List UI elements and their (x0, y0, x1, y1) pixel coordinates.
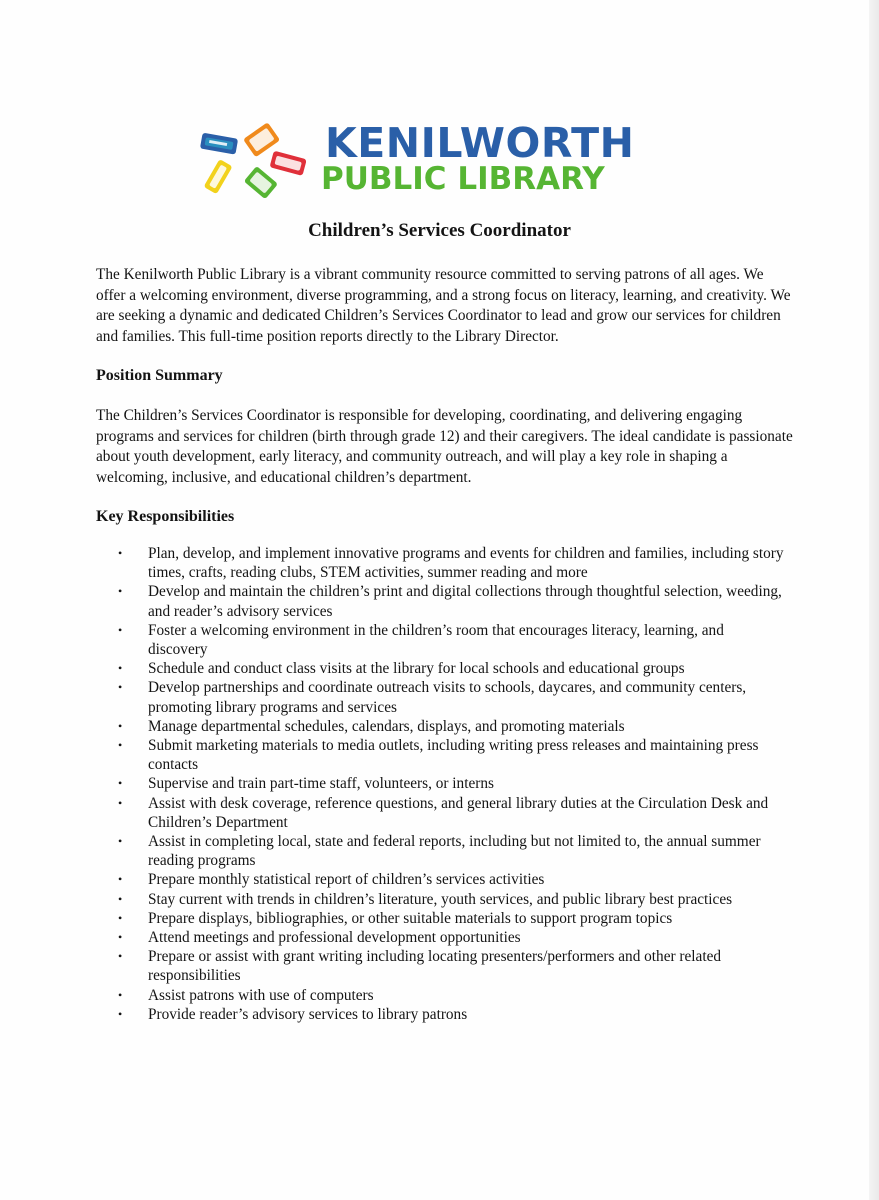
position-summary-heading: Position Summary (96, 367, 223, 384)
list-item (96, 870, 786, 889)
list-item (96, 736, 786, 774)
list-item (96, 1005, 786, 1024)
page-edge-shadow (869, 0, 879, 1200)
responsibilities-list (96, 544, 786, 1024)
list-item (96, 986, 786, 1005)
list-item-text: Submit marketing materials to media outlets, including writing press releases and maintaining press contacts (148, 737, 759, 774)
bullet-icon: • (118, 661, 123, 676)
bullet-icon: • (118, 718, 123, 733)
list-item (96, 717, 786, 736)
bullet-icon: • (118, 872, 123, 887)
list-item-text: Provide reader’s advisory services to library patrons (148, 1005, 468, 1023)
bullet-icon: • (118, 949, 123, 964)
bullet-icon: • (118, 987, 123, 1002)
logo-text-public-library: PUBLIC LIBRARY (321, 161, 605, 197)
list-item (96, 774, 786, 793)
bullet-icon: • (118, 891, 123, 906)
bullet-icon: • (118, 738, 123, 753)
list-item-text: Supervise and train part-time staff, volunteers, or interns (148, 775, 494, 793)
list-item (96, 678, 786, 716)
list-item-text: Prepare monthly statistical report of children’s services activities (148, 871, 545, 889)
list-item-text: Develop and maintain the children’s print and digital collections through thoughtful selection, weeding, and reader’s advisory services (148, 583, 782, 620)
list-item-text: Assist in completing local, state and federal reports, including but not limited to, the annual summer reading programs (148, 833, 761, 870)
list-item (96, 621, 786, 659)
list-item (96, 909, 786, 928)
list-item (96, 947, 786, 985)
library-logo (193, 118, 673, 200)
key-responsibilities-heading: Key Responsibilities (96, 508, 235, 525)
bullet-icon: • (118, 680, 123, 695)
bullet-icon: • (118, 834, 123, 849)
list-item-text: Assist patrons with use of computers (148, 986, 374, 1004)
logo-text-kenilworth: KENILWORTH (325, 119, 635, 167)
list-item-text: Assist with desk coverage, reference questions, and general library duties at the Circulation Desk and Children’s Department (148, 794, 769, 831)
list-item (96, 582, 786, 620)
list-item (96, 890, 786, 909)
list-item-text: Stay current with trends in children’s literature, youth services, and public library best practices (148, 890, 733, 908)
list-item (96, 928, 786, 947)
bullet-icon: • (118, 910, 123, 925)
list-item-text: Develop partnerships and coordinate outreach visits to schools, daycares, and community centers, promoting library programs and services (148, 679, 747, 716)
bullet-icon: • (118, 1006, 123, 1021)
list-item-text: Schedule and conduct class visits at the library for local schools and educational groups (148, 660, 685, 678)
list-item-text: Attend meetings and professional development opportunities (148, 929, 521, 947)
intro-paragraph: The Kenilworth Public Library is a vibrant community resource committed to serving patrons of all ages. We offer a welcoming environment, diverse programming, and a strong focus on literacy, learning, and creativity. We are seeking a dynamic and dedicated Children’s Services Coordinator to lead and grow our services for children and families. This full-time position reports directly to the Library Director. (96, 266, 791, 346)
job-title: Children’s Services Coordinator (308, 220, 571, 241)
bullet-icon: • (118, 776, 123, 791)
bullet-icon: • (118, 795, 123, 810)
list-item-text: Foster a welcoming environment in the children’s room that encourages literacy, learning, and discovery (148, 621, 724, 659)
list-item (96, 659, 786, 678)
list-item-text: Manage departmental schedules, calendars, displays, and promoting materials (148, 717, 625, 735)
list-item (96, 832, 786, 870)
list-item (96, 544, 786, 582)
bullet-icon: • (118, 622, 123, 637)
books-star-logo-icon (193, 118, 323, 200)
position-summary-text: The Children’s Services Coordinator is responsible for developing, coordinating, and delivering engaging programs and services for children (birth through grade 12) and their caregivers. The ideal candidate is passionate about youth development, early literacy, and community outreach, and will play a key role in shaping a welcoming, inclusive, and educational children’s department. (96, 407, 793, 487)
list-item-text: Plan, develop, and implement innovative programs and events for children and families, including story times, crafts, reading clubs, STEM activities, summer reading and more (148, 545, 784, 582)
bullet-icon: • (118, 584, 123, 599)
list-item-text: Prepare or assist with grant writing including locating presenters/performers and other related responsibilities (148, 948, 722, 985)
list-item (96, 794, 786, 832)
bullet-icon: • (118, 930, 123, 945)
bullet-icon: • (118, 546, 123, 560)
list-item-text: Prepare displays, bibliographies, or other suitable materials to support program topics (148, 909, 673, 927)
